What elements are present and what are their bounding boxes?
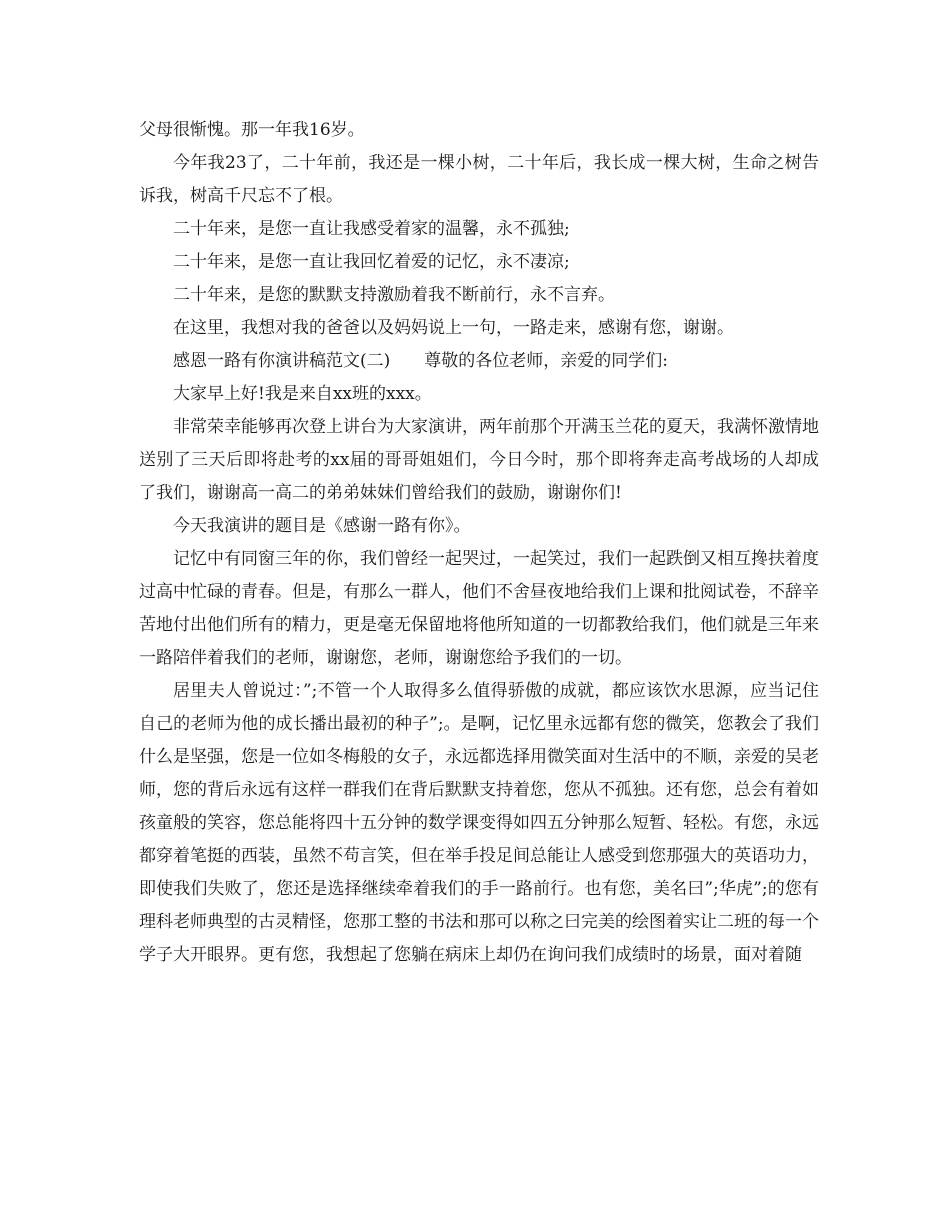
paragraph-8: 大家早上好!我是来自xx班的xxx。 (173, 384, 432, 404)
paragraph-3: 二十年来，是您一直让我感受着家的温馨，永不孤独; (173, 219, 570, 239)
paragraph-5: 二十年来，是您的默默支持激励着我不断前行，永不言弃。 (173, 285, 615, 305)
document-body (139, 114, 819, 972)
paragraph-11: 记忆中有同窗三年的你，我们曾经一起哭过，一起笑过，我们一起跌倒又相互搀扶着度过高中忙碌的青春。但是，有那么一群人，他们不舍昼夜地给我们上课和批阅试卷，不辞辛苦地付出他们所有的精力，更是毫无保留地将他所知道的一切都教给我们，他们就是三年来一路陪伴着我们的老师，谢谢您，老师，谢谢您给予我们的一切。 (139, 549, 819, 668)
paragraph-2: 今年我23了，二十年前，我还是一棵小树，二十年后，我长成一棵大树，生命之树告诉我，树高千尺忘不了根。 (139, 153, 819, 206)
section-heading: 感恩一路有你演讲稿范文(二) 尊敬的各位老师，亲爱的同学们: (173, 351, 668, 371)
paragraph-12: 居里夫人曾说过：”;不管一个人取得多么值得骄傲的成就，都应该饮水思源，应当记住自己的老师为他的成长播出最初的种子”;。是啊，记忆里永远都有您的微笑，您教会了我们什么是坚强，您是一位如冬梅般的女子，永远都选择用微笑面对生活中的不顺，亲爱的吴老师，您的背后永远有这样一群我们在背后默默支持着您，您从不孤独。还有您，总会有着如孩童般的笑容，您总能将四十五分钟的数学课变得如四五分钟那么短暂、轻松。有您，永远都穿着笔挺的西装，虽然不苟言笑，但在举手投足间总能让人感受到您那强大的英语功力，即使我们失败了，您还是选择继续牵着我们的手一路前行。也有您，美名曰”;华虎”;的您有理科老师典型的古灵精怪，您那工整的书法和那可以称之曰完美的绘图着实让二班的每一个学子大开眼界。更有您，我想起了您躺在病床上却仍在询问我们成绩时的场景，面对着随 (139, 681, 819, 965)
paragraph-1: 父母很惭愧。那一年我16岁。 (139, 120, 365, 140)
paragraph-6: 在这里，我想对我的爸爸以及妈妈说上一句，一路走来，感谢有您，谢谢。 (173, 318, 734, 338)
paragraph-4: 二十年来，是您一直让我回忆着爱的记忆，永不凄凉; (173, 252, 570, 272)
paragraph-9: 非常荣幸能够再次登上讲台为大家演讲，两年前那个开满玉兰花的夏天，我满怀激情地送别了三天后即将赴考的xx届的哥哥姐姐们，今日今时，那个即将奔走高考战场的人却成了我们，谢谢高一高二的弟弟妹妹们曾给我们的鼓励，谢谢你们! (139, 417, 819, 503)
paragraph-10: 今天我演讲的题目是《感谢一路有你》。 (173, 516, 471, 536)
